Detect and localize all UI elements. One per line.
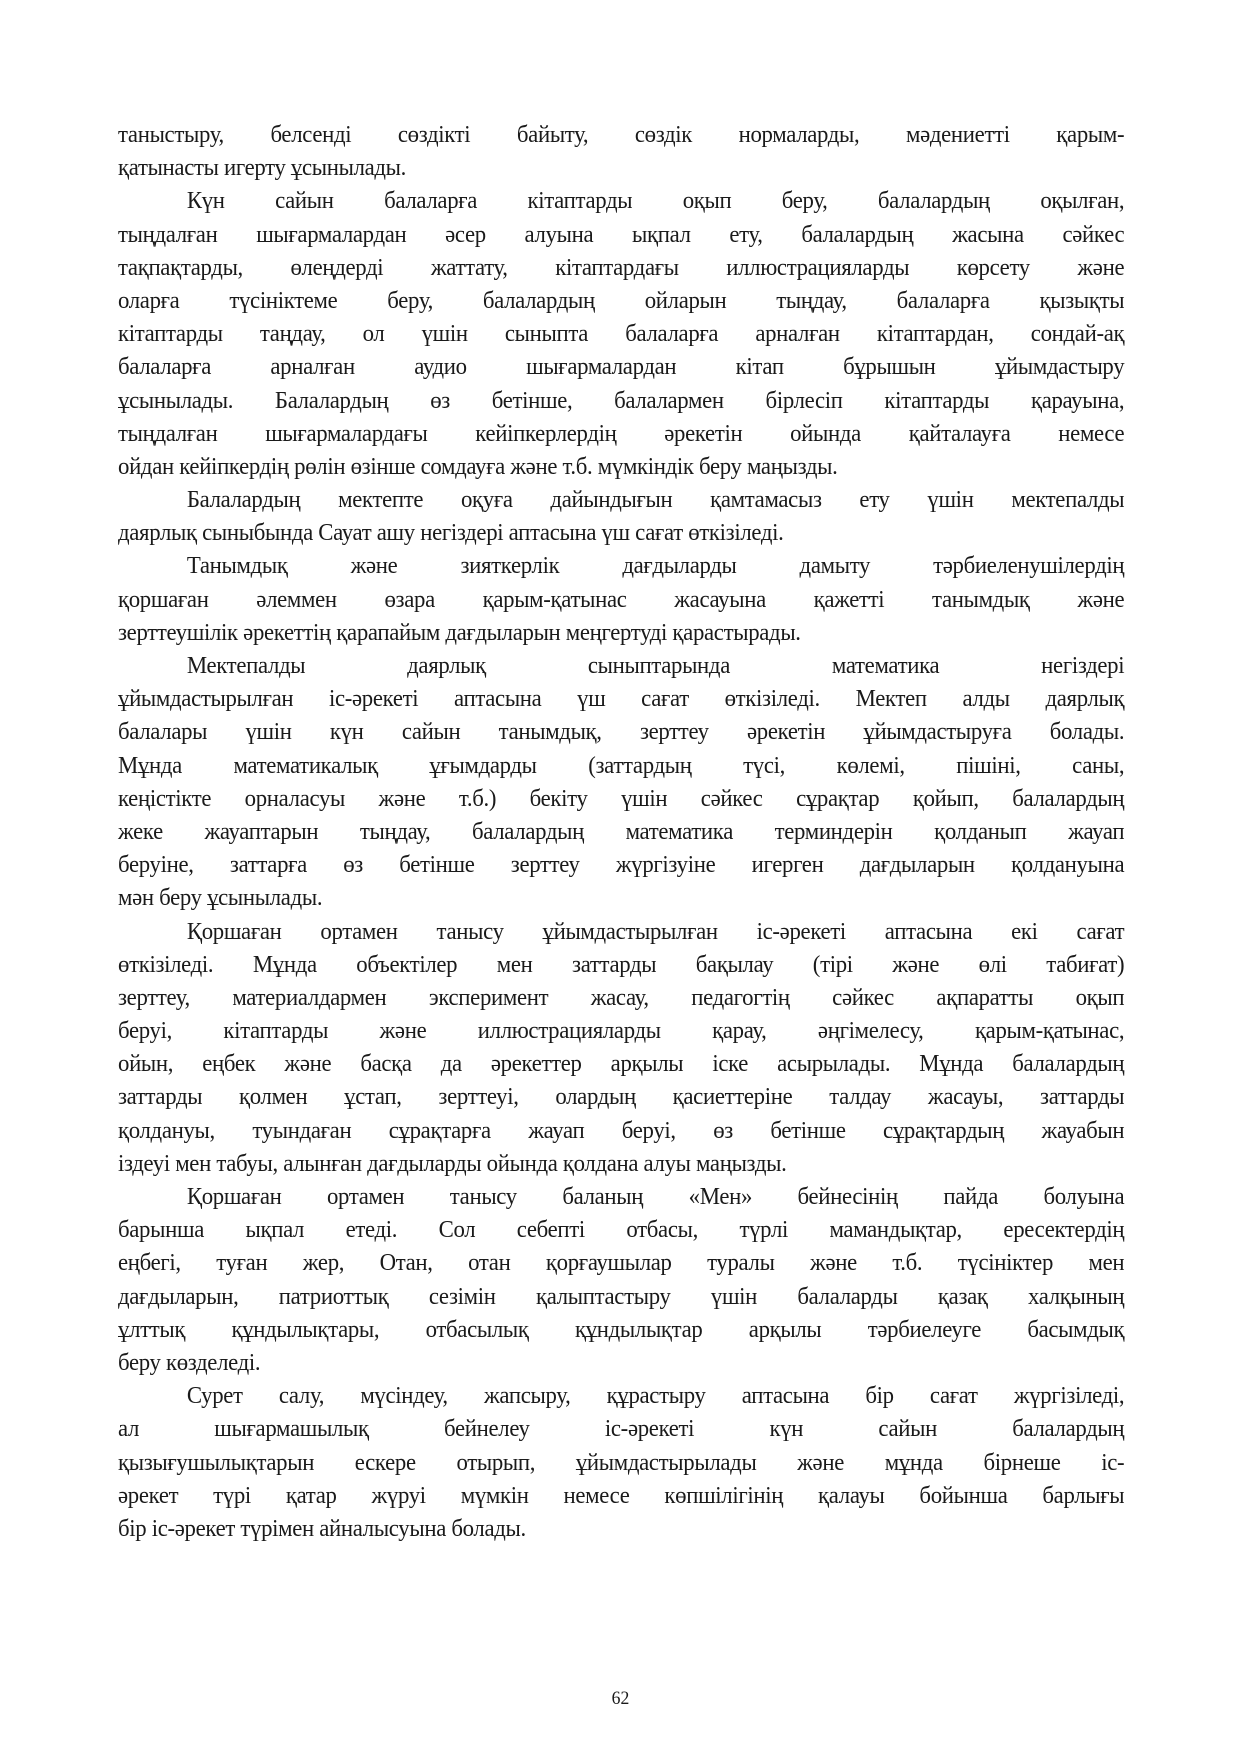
- text-line: балалары үшін күн сайын танымдық, зерттеу әрекетін ұйымдастыруға болады.: [118, 718, 1125, 746]
- text-line: кеңістікте орналасуы және т.б.) бекіту үшін сәйкес сұрақтар қойып, балалардың: [118, 784, 1125, 812]
- text-line: ойдан кейіпкердің рөлін өзінше сомдауға және т.б. мүмкіндік беру маңызды.: [118, 452, 838, 480]
- text-line: ұсынылады. Балалардың өз бетінше, балалармен бірлесіп кітаптарды қарауына,: [118, 386, 1125, 414]
- text-line: Мектепалды даярлық сыныптарында математика негіздері: [186, 652, 1125, 679]
- paragraph: [118, 1180, 1124, 1379]
- text-line: балаларға арналған аудио шығармалардан кітап бұрышын ұйымдастыру: [118, 353, 1125, 381]
- text-line: оларға түсініктеме беру, балалардың ойларын тыңдау, балаларға қызықты: [118, 286, 1125, 314]
- text-line: ал шығармашылық бейнелеу іс-әрекеті күн сайын балалардың: [118, 1415, 1125, 1443]
- text-line: беруіне, заттарға өз бетінше зерттеу жүргізуіне игерген дағдыларын қолдануына: [118, 851, 1125, 879]
- text-line: Сурет салу, мүсіндеу, жапсыру, құрастыру аптасына бір сағат жүргізіледі,: [186, 1382, 1125, 1410]
- paragraph: [118, 915, 1124, 1181]
- text-line: даярлық сыныбында Сауат ашу негіздері аптасына үш сағат өткізіледі.: [118, 519, 784, 547]
- text-line: өткізіледі. Мұнда объектілер мен заттарды бақылау (тірі және өлі табиғат): [118, 950, 1125, 978]
- document-page: [118, 118, 1124, 1545]
- text-line: барынша ықпал етеді. Сол себепті отбасы, түрлі мамандықтар, ересектердің: [118, 1216, 1125, 1244]
- text-line: Мұнда математикалық ұғымдарды (заттардың түсі, көлемі, пішіні, саны,: [118, 751, 1125, 779]
- text-line: тыңдалған шығармалардағы кейіпкерлердің әрекетін ойында қайталауға немесе: [118, 419, 1125, 447]
- text-line: зерттеушілік әрекеттің қарапайым дағдыларын меңгертуді қарастырады.: [118, 618, 801, 646]
- paragraph: [118, 1379, 1124, 1545]
- paragraph: [118, 483, 1124, 549]
- text-line: жеке жауаптарын тыңдау, балалардың математика терминдерін қолданып жауап: [118, 817, 1125, 845]
- text-line: мән беру ұсынылады.: [118, 884, 323, 912]
- text-line: іздеуі мен табуы, алынған дағдыларды ойында қолдана алуы маңызды.: [118, 1149, 787, 1177]
- text-line: тақпақтарды, өлеңдерді жаттату, кітаптардағы иллюстрацияларды көрсету және: [118, 253, 1125, 281]
- text-line: қызығушылықтарын ескере отырып, ұйымдастырылады және мұнда бірнеше іс-: [118, 1448, 1125, 1476]
- text-line: зерттеу, материалдармен эксперимент жасау, педагогтің сәйкес ақпаратты оқып: [118, 983, 1125, 1011]
- text-line: қатынасты игерту ұсынылады.: [118, 154, 407, 182]
- text-line: беру көзделеді.: [118, 1348, 261, 1376]
- page-number: 62: [611, 1688, 630, 1709]
- text-line: тыңдалған шығармалардан әсер алуына ықпал ету, балалардың жасына сәйкес: [118, 220, 1125, 248]
- paragraph: [118, 184, 1124, 483]
- text-line: кітаптарды таңдау, ол үшін сыныпта балаларға арналған кітаптардан, сондай-ақ: [118, 320, 1125, 348]
- text-line: еңбегі, туған жер, Отан, отан қорғаушылар туралы және т.б. түсініктер мен: [118, 1249, 1125, 1277]
- text-line: Танымдық және зияткерлік дағдыларды дамыту тәрбиеленушілердің: [186, 552, 1125, 580]
- text-line: ұйымдастырылған іс-әрекеті аптасына үш сағат өткізіледі. Мектеп алды даярлық: [118, 685, 1125, 713]
- text-line: Күн сайын балаларға кітаптарды оқып беру, балалардың оқылған,: [186, 187, 1125, 215]
- paragraph: [118, 649, 1124, 915]
- text-line: заттарды қолмен ұстап, зерттеуі, олардың қасиеттеріне талдау жасауы, заттарды: [118, 1083, 1125, 1111]
- text-line: қолдануы, туындаған сұрақтарға жауап беруі, өз бетінше сұрақтардың жауабын: [118, 1116, 1125, 1144]
- text-line: қоршаған әлеммен өзара қарым-қатынас жасауына қажетті танымдық және: [118, 585, 1125, 613]
- text-line: Қоршаған ортамен танысу ұйымдастырылған іс-әрекеті аптасына екі сағат: [186, 917, 1125, 945]
- text-line: Балалардың мектепте оқуға дайындығын қамтамасыз ету үшін мектепалды: [186, 486, 1125, 514]
- text-line: Қоршаған ортамен танысу баланың «Мен» бейнесінің пайда болуына: [186, 1183, 1125, 1210]
- text-line: бір іс-әрекет түрімен айналысуына болады.: [118, 1514, 526, 1542]
- text-line: ойын, еңбек және басқа да әрекеттер арқылы іске асырылады. Мұнда балалардың: [118, 1050, 1125, 1078]
- text-line: беруі, кітаптарды және иллюстрацияларды қарау, әңгімелесу, қарым-қатынас,: [118, 1017, 1125, 1045]
- text-line: ұлттық құндылықтары, отбасылық құндылықтар арқылы тәрбиелеуге басымдық: [118, 1315, 1125, 1343]
- text-line: дағдыларын, патриоттық сезімін қалыптастыру үшін балаларды қазақ халқының: [118, 1282, 1125, 1310]
- paragraph: [118, 118, 1124, 184]
- paragraph: [118, 549, 1124, 649]
- text-line: таныстыру, белсенді сөздікті байыту, сөздік нормаларды, мәдениетті қарым-: [118, 121, 1125, 148]
- text-line: әрекет түрі қатар жүруі мүмкін немесе көпшілігінің қалауы бойынша барлығы: [118, 1481, 1125, 1509]
